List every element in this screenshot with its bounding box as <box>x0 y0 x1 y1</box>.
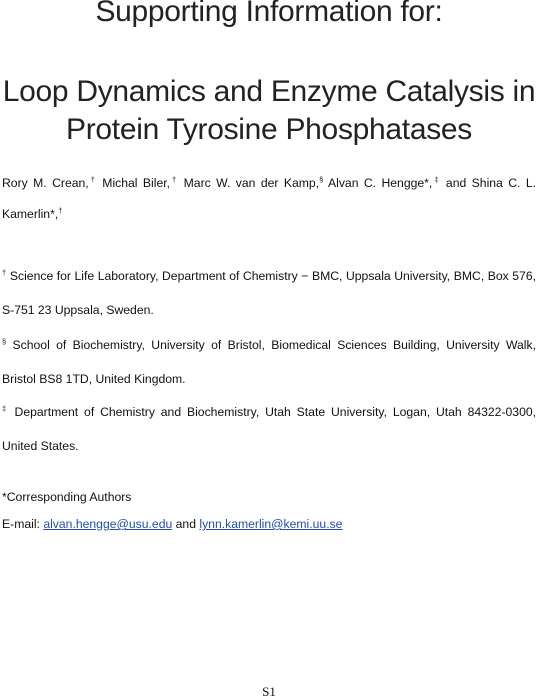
email-link-kamerlin[interactable]: lynn.kamerlin@kemi.uu.se <box>199 517 343 531</box>
author-crean: Rory M. Crean, <box>2 176 89 190</box>
affiliation-text: School of Biochemistry, University of Bristol, Biomedical Sciences Building, University Walk, <box>6 338 536 352</box>
affiliation-mark: ‡ <box>2 404 9 413</box>
author-hengge: Alvan C. Hengge*, <box>323 176 433 190</box>
document-title-line-1: Supporting Information for: <box>95 0 443 28</box>
affiliation-mark: ‡ <box>432 175 441 184</box>
affiliation-mark: † <box>88 175 97 184</box>
email-prefix: E-mail: <box>2 517 44 531</box>
affiliation-mark: § <box>319 175 324 184</box>
affiliation-uppsala-line-2: S-751 23 Uppsala, Sweden. <box>2 303 154 317</box>
paper-title-line-2: Protein Tyrosine Phosphatases <box>66 113 472 146</box>
email-link-hengge[interactable]: alvan.hengge@usu.edu <box>43 517 173 531</box>
author-van-der-kamp: Marc W. van der Kamp, <box>178 176 320 190</box>
affiliation-mark: † <box>58 206 63 215</box>
affiliation-text: Science for Life Laboratory, Department of Chemistry − BMC, Uppsala University, BMC, Box 576, <box>6 269 536 283</box>
affiliation-uppsala <box>2 268 536 284</box>
affiliation-mark: † <box>2 268 7 277</box>
affiliation-mark: § <box>2 337 7 346</box>
author-list-line-1 <box>2 175 536 191</box>
page-number: S1 <box>262 684 276 699</box>
paper-title-line-1: Loop Dynamics and Enzyme Catalysis in <box>2 75 536 108</box>
corresponding-heading: *Corresponding Authors <box>2 490 132 504</box>
author-list-line-2 <box>2 206 536 222</box>
author-kamerlin: and Shina C. L. <box>440 176 537 190</box>
email-line <box>2 516 536 532</box>
affiliation-text: Department of Chemistry and Biochemistry, Utah State University, Logan, Utah 84322-0300, <box>8 405 537 419</box>
affiliation-mark: † <box>170 175 179 184</box>
affiliation-utah <box>2 404 536 420</box>
affiliation-utah-line-2: United States. <box>2 439 79 453</box>
affiliation-bristol-line-2: Bristol BS8 1TD, United Kingdom. <box>2 372 186 386</box>
author-biler: Michal Biler, <box>96 176 171 190</box>
affiliation-bristol <box>2 337 536 353</box>
author-kamerlin-cont: Kamerlin*, <box>2 207 59 221</box>
email-and: and <box>172 517 200 531</box>
